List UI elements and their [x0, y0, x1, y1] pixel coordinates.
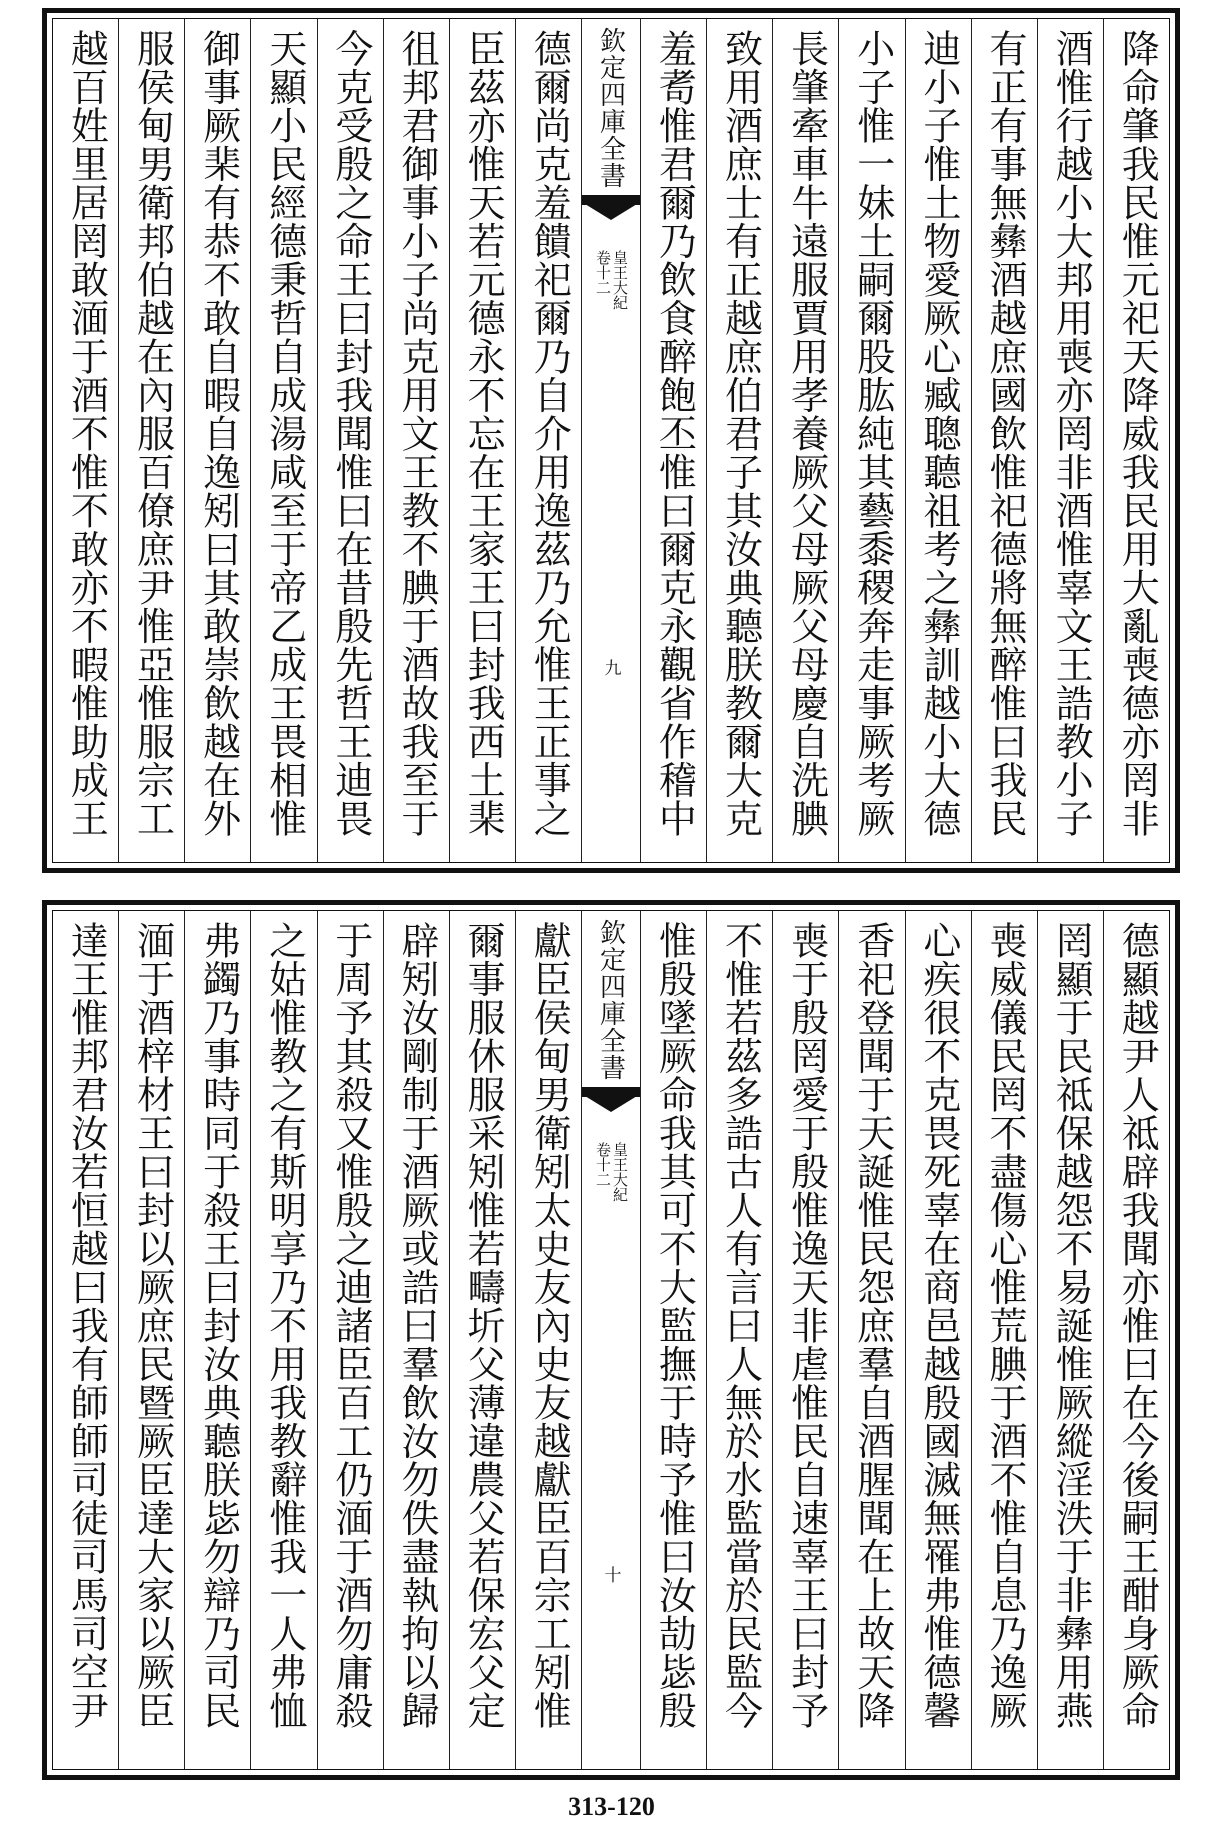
- text-column: 湎于酒梓材王曰封以厥庶民暨厥臣達大家以厥臣: [118, 911, 184, 1769]
- text-column: 罔顯于民祗保越怨不易誕惟厥縱淫泆于非彝用燕: [1037, 911, 1103, 1769]
- folio-number: 九: [600, 659, 621, 676]
- text-column: 降命肇我民惟元祀天降威我民用大亂喪德亦罔非: [1103, 19, 1169, 862]
- text-column: 德顯越尹人祗辟我聞亦惟曰在今後嗣王酣身厥命: [1103, 911, 1169, 1769]
- chapter-title: 皇王大紀: [611, 1142, 629, 1202]
- chapter-label: [595, 1142, 627, 1202]
- bottom-page: [42, 900, 1180, 1780]
- fish-tail-mark-icon: [585, 204, 637, 220]
- text-column: 迪小子惟土物愛厥心臧聰聽祖考之彝訓越小大德: [905, 19, 971, 862]
- page-number: 313-120: [568, 1792, 655, 1821]
- text-column: 德爾尚克羞饋祀爾乃自介用逸茲乃允惟王正事之: [515, 19, 581, 862]
- text-column: 弗蠲乃事時同于殺王曰封汝典聽朕毖勿辯乃司民: [184, 911, 250, 1769]
- text-column: 達王惟邦君汝若恒越曰我有師師司徒司馬司空尹: [64, 921, 109, 1730]
- text-column: 不惟若茲多誥古人有言曰人無於水監當於民監今: [706, 911, 772, 1769]
- text-column: 辟矧汝剛制于酒厥或誥曰羣飲汝勿佚盡執拘以歸: [383, 911, 449, 1769]
- text-column: 天顯小民經德秉哲自成湯咸至于帝乙成王畏相惟: [250, 19, 316, 862]
- bottom-page-frame: [52, 910, 1170, 1770]
- text-column: 心疾很不克畏死辜在商邑越殷國滅無罹弗惟德馨: [905, 911, 971, 1769]
- top-page: [42, 8, 1180, 873]
- volume-label: 卷十二: [594, 1142, 612, 1187]
- text-column: 御事厥棐有恭不敢自暇自逸矧曰其敢崇飲越在外: [184, 19, 250, 862]
- text-column: 爾事服休服采矧惟若疇圻父薄違農父若保宏父定: [449, 911, 515, 1769]
- text-column: 今克受殷之命王曰封我聞惟曰在昔殷先哲王迪畏: [317, 19, 383, 862]
- text-column: 致用酒庶士有正越庶伯君子其汝典聽朕教爾大克: [706, 19, 772, 862]
- text-column: 香祀登聞于天誕惟民怨庶羣自酒腥聞在上故天降: [838, 911, 904, 1769]
- text-column: 于周予其殺又惟殷之迪諸臣百工仍湎于酒勿庸殺: [317, 911, 383, 1769]
- text-column: 酒惟行越小大邦用喪亦罔非酒惟辜文王誥教小子: [1037, 19, 1103, 862]
- text-column: 獻臣侯甸男衛矧太史友內史友越獻臣百宗工矧惟: [515, 911, 581, 1769]
- text-column: 長肇牽車牛遠服賈用孝養厥父母厥父母慶自洗腆: [772, 19, 838, 862]
- text-column: 臣茲亦惟天若元德永不忘在王家王曰封我西土棐: [449, 19, 515, 862]
- text-column: 小子惟一妹土嗣爾股肱純其藝黍稷奔走事厥考厥: [838, 19, 904, 862]
- volume-label: 卷十二: [594, 250, 612, 295]
- folio-number: 十: [600, 1566, 621, 1583]
- text-column: 之姑惟教之有斯明享乃不用我教辭惟我一人弗恤: [250, 911, 316, 1769]
- top-page-frame: [52, 18, 1170, 863]
- fish-tail-mark-icon: [585, 1096, 637, 1112]
- center-fold-strip: [581, 911, 640, 1769]
- book-title: 欽定四庫全書: [595, 919, 626, 1081]
- text-column: 喪于殷罔愛于殷惟逸天非虐惟民自速辜王曰封予: [772, 911, 838, 1769]
- text-column: 徂邦君御事小子尚克用文王教不腆于酒故我至于: [383, 19, 449, 862]
- book-title: 欽定四庫全書: [595, 27, 626, 189]
- text-column: 服侯甸男衛邦伯越在內服百僚庶尹惟亞惟服宗工: [118, 19, 184, 862]
- chapter-label: [595, 250, 627, 310]
- text-column: 羞耉惟君爾乃飲食醉飽丕惟曰爾克永觀省作稽中: [640, 19, 706, 862]
- chapter-title: 皇王大紀: [611, 250, 629, 310]
- center-fold-strip: [581, 19, 640, 862]
- text-column: 惟殷墜厥命我其可不大監撫于時予惟曰汝劼毖殷: [640, 911, 706, 1769]
- text-column: 喪威儀民罔不盡傷心惟荒腆于酒不惟自息乃逸厥: [971, 911, 1037, 1769]
- text-column: 有正有事無彝酒越庶國飲惟祀德將無醉惟曰我民: [971, 19, 1037, 862]
- text-column: 越百姓里居罔敢湎于酒不惟不敢亦不暇惟助成王: [64, 29, 109, 838]
